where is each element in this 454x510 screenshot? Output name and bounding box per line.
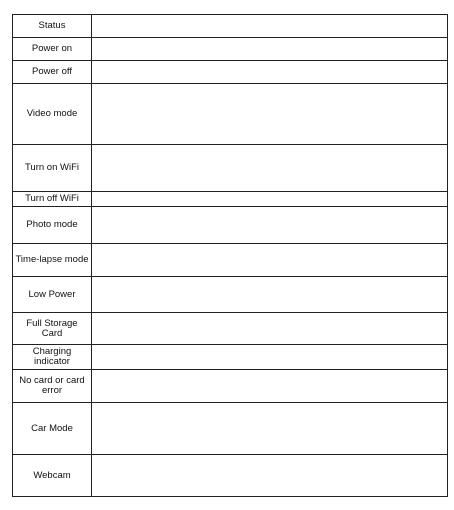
row-value-charging-indicator xyxy=(92,345,448,370)
row-value-full-storage-card xyxy=(92,313,448,345)
table-row xyxy=(13,207,448,244)
row-label-webcam: Webcam xyxy=(13,455,92,497)
row-label-turn-on-wifi: Turn on WiFi xyxy=(13,145,92,192)
row-label-no-card-or-card-error: No card or card error xyxy=(13,370,92,403)
row-value-turn-off-wifi xyxy=(92,192,448,207)
row-value-photo-mode xyxy=(92,207,448,244)
table-row xyxy=(13,38,448,61)
row-label-time-lapse-mode: Time-lapse mode xyxy=(13,244,92,277)
row-value-status xyxy=(92,15,448,38)
table-row xyxy=(13,345,448,370)
table-row xyxy=(13,455,448,497)
row-value-turn-on-wifi xyxy=(92,145,448,192)
row-label-turn-off-wifi: Turn off WiFi xyxy=(13,192,92,207)
table-row xyxy=(13,277,448,313)
row-label-status: Status xyxy=(13,15,92,38)
row-value-power-off xyxy=(92,61,448,84)
row-value-webcam xyxy=(92,455,448,497)
row-label-power-off: Power off xyxy=(13,61,92,84)
table-row xyxy=(13,145,448,192)
row-value-video-mode xyxy=(92,84,448,145)
table-row xyxy=(13,370,448,403)
table-row xyxy=(13,192,448,207)
row-label-video-mode: Video mode xyxy=(13,84,92,145)
table-row xyxy=(13,84,448,145)
table-row xyxy=(13,403,448,455)
row-value-no-card-or-card-error xyxy=(92,370,448,403)
row-label-photo-mode: Photo mode xyxy=(13,207,92,244)
row-value-car-mode xyxy=(92,403,448,455)
row-label-full-storage-card: Full Storage Card xyxy=(13,313,92,345)
row-label-car-mode: Car Mode xyxy=(13,403,92,455)
table-row xyxy=(13,61,448,84)
status-table xyxy=(12,14,448,497)
table-row xyxy=(13,244,448,277)
table-row xyxy=(13,313,448,345)
row-label-charging-indicator: Charging indicator xyxy=(13,345,92,370)
row-value-power-on xyxy=(92,38,448,61)
row-value-time-lapse-mode xyxy=(92,244,448,277)
row-label-low-power: Low Power xyxy=(13,277,92,313)
row-value-low-power xyxy=(92,277,448,313)
row-label-power-on: Power on xyxy=(13,38,92,61)
table-row xyxy=(13,15,448,38)
